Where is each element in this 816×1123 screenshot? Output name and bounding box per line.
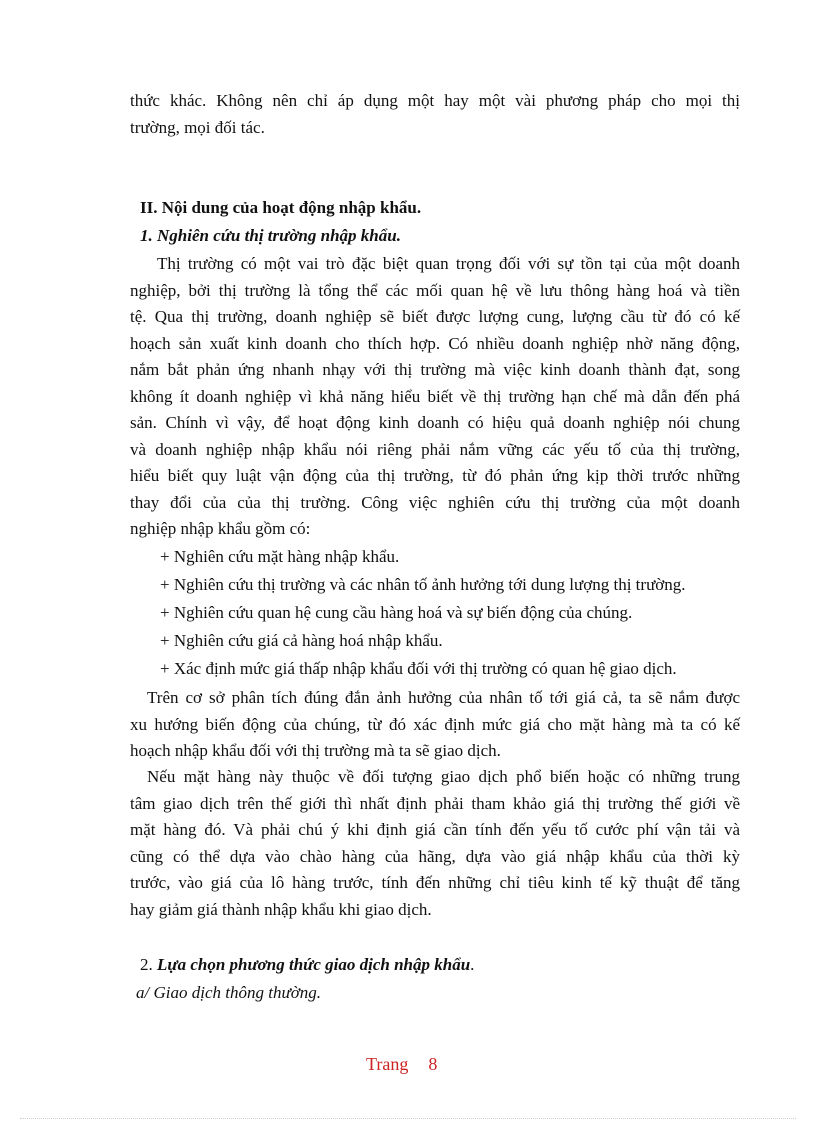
text-line: cũng có thể dựa vào chào hàng của hãng, dựa vào giá nhập khẩu của thời kỳ <box>130 846 740 866</box>
page-number: 8 <box>428 1054 438 1074</box>
text-line: nghiệp nhập khẩu gồm có: <box>130 519 311 538</box>
text-line: hay giảm giá thành nhập khẩu khi giao dịch. <box>130 899 432 919</box>
text-line: và doanh nghiệp nhập khẩu nói riêng phải nắm vững các yếu tố của thị trường, <box>130 439 740 459</box>
list-item: + Nghiên cứu mặt hàng nhập khẩu. <box>160 547 400 566</box>
text-line: hoạch nhập khẩu đối với thị trường mà ta sẽ giao dịch. <box>130 741 501 760</box>
text-line: tệ. Qua thị trường, doanh nghiệp sẽ biết được lượng cung, lượng cầu từ đó có kế <box>130 307 740 326</box>
list-item: + Nghiên cứu quan hệ cung cầu hàng hoá và sự biến động của chúng. <box>160 603 633 622</box>
text-line: thay đổi của của thị trường. Công việc nghiên cứu thị trường của một doanh <box>130 492 740 512</box>
section-heading: II. Nội dung của hoạt động nhập khẩu. <box>140 198 422 217</box>
text-line: không ít doanh nghiệp vì khả năng hiểu biết về thị trường hạn chế mà dẫn đến phá <box>130 386 740 406</box>
list-item: + Nghiên cứu giá cả hàng hoá nhập khẩu. <box>160 631 443 650</box>
text-line: thức khác. Không nên chỉ áp dụng một hay một vài phương pháp cho mọi thị <box>130 91 740 110</box>
intro-paragraph <box>130 88 740 141</box>
subsection-2-heading <box>140 955 474 975</box>
sub-heading-a: a/ Giao dịch thông thường. <box>136 983 322 1002</box>
text-line: xu hướng biến động của chúng, từ đó xác định mức giá cho mặt hàng mà ta có kế <box>130 714 740 734</box>
text-line: trường, mọi đối tác. <box>130 117 265 137</box>
list-item: + Xác định mức giá thấp nhập khẩu đối với thị trường có quan hệ giao dịch. <box>160 659 677 678</box>
subsection-1-heading: 1. Nghiên cứu thị trường nhập khẩu. <box>140 226 401 245</box>
text-line: hiểu biết quy luật vận động của thị trường, từ đó phản ứng kịp thời trước những <box>130 466 740 485</box>
text-line: Trên cơ sở phân tích đúng đắn ảnh hưởng của nhân tố tới giá cả, ta sẽ nắm được <box>147 688 740 707</box>
text-line: sản. Chính vì vậy, để hoạt động kinh doanh có hiệu quả doanh nghiệp nói chung <box>130 413 740 432</box>
text-line: nghiệp, bởi thị trường là tổng thể các mối quan hệ về lưu thông hàng hoá và tiền <box>130 280 740 300</box>
page-label: Trang <box>366 1054 409 1074</box>
text-line: mặt hàng đó. Và phải chú ý khi định giá cần tính đến yếu tố cước phí vận tải và <box>130 820 740 839</box>
subsection-2-title: Lựa chọn phương thức giao dịch nhập khẩu <box>157 955 471 974</box>
text-line: nắm bắt phản ứng nhanh nhạy với thị trường mà việc kinh doanh thành đạt, song <box>130 360 740 379</box>
text-line: trước, vào giá của lô hàng trước, tính đến những chỉ tiêu kinh tế kỹ thuật để tăng <box>130 873 740 892</box>
text-line: tâm giao dịch trên thế giới thì nhất định phải tham khảo giá thị trường thế giới về <box>130 793 740 813</box>
page-footer <box>366 1054 437 1075</box>
subsection-2-end: . <box>470 955 475 974</box>
text-line: Thị trường có một vai trò đặc biệt quan trọng đối với sự tồn tại của một doanh <box>157 254 740 273</box>
paragraph-reference-price <box>130 764 740 923</box>
subsection-2-number: 2. <box>140 955 153 974</box>
paragraph-market-research <box>130 251 740 543</box>
paragraph-price-analysis <box>130 685 740 765</box>
text-line: Nếu mặt hàng này thuộc về đối tượng giao dịch phổ biến hoặc có những trung <box>147 767 740 786</box>
text-line: hoạch sản xuất kinh doanh cho thích hợp. Có nhiều doanh nghiệp nhờ năng động, <box>130 333 740 353</box>
list-item: + Nghiên cứu thị trường và các nhân tố ảnh hưởng tới dung lượng thị trường. <box>160 575 686 594</box>
page-bottom-divider <box>20 1118 796 1119</box>
